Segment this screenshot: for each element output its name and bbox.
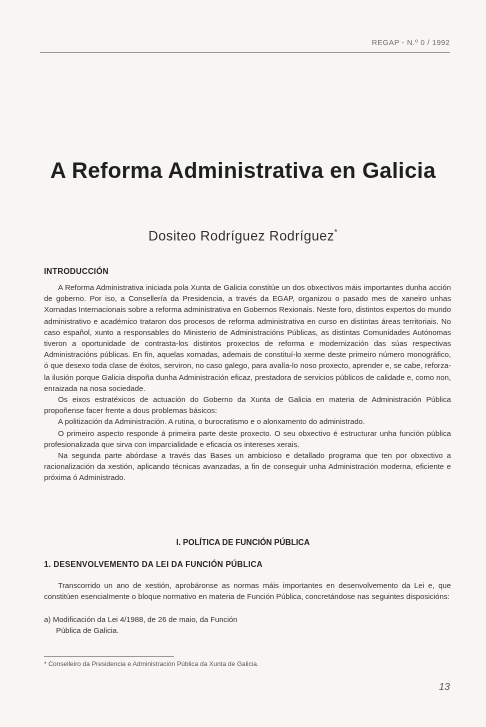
intro-paragraph: O primeiro aspecto responde á primeira parte deste proxecto. O seu obxectivo é estructurar unha función pública profesionalizada que sirva con imparcialidade e eficacia os intereses xerais.: [44, 428, 451, 449]
article-title: A Reforma Administrativa en Galicia: [50, 158, 436, 183]
author-name: Dositeo Rodríguez Rodríguez: [148, 228, 335, 244]
intro-body: [44, 282, 451, 484]
author-line: [0, 228, 486, 244]
intro-paragraph: A politización da Administración. A rutina, o burocratismo e o alonxamento do administrado.: [58, 417, 365, 427]
page-number: 13: [438, 682, 450, 693]
list-item-continuation: Pública de Galicia.: [56, 626, 119, 636]
intro-paragraph: Os eixos estratéxicos de actuación do Goberno da Xunta de Galicia en materia de Administración Pública propoñense facer frente a dous problemas básicos:: [44, 395, 451, 416]
author-footnote-mark: *: [334, 228, 338, 237]
journal-issue: REGAP - N.º 0 / 1992: [371, 38, 450, 47]
section-body: [44, 580, 451, 602]
running-header: [40, 38, 450, 53]
section-paragraph: Transcorrido un ano de xestión, aprobáronse as normas máis importantes en desenvolvemento da Lei e, que constitúen esencialmente o bloque normativo en materia de Función Pública, concretándose nas seguintes disposicións:: [44, 581, 451, 602]
footnote-divider: [44, 656, 174, 657]
list-item: a) Modificación da Lei 4/1988, de 26 de maio, da Función: [44, 615, 238, 624]
section-heading: 1. DESENVOLVEMENTO DA LEI DA FUNCIÓN PÚBLICA: [44, 560, 263, 569]
provision-list: [44, 614, 237, 636]
part-heading: I. POLÍTICA DE FUNCIÓN PÚBLICA: [176, 538, 310, 547]
intro-paragraph: A Reforma Administrativa iniciada pola Xunta de Galicia constitúe un dos obxectivos máis importantes dunha acción de goberno. Por iso, a Consellería da Presidencia, a través da EGAP, organizou o pasado mes de xaneiro unhas Xornadas Internacionais sobre a reforma administrativa en Gobernos Rexionais. Neste foro, distintos expertos do mundo administrativo e académico trataron dos procesos de reforma administrativa en curso en distintas áreas territoriais. No caso español, xunto a responsables do Ministerio de Administracións Públicas, as distintas Comunidades Autónomas tiveron a oportunidade de contrasta-los distintos proxectos de reforma e modernización das súas respectivas Administracións públicas. En fin, aquelas xornadas, ademais de constituí-lo xerme deste primeiro número monográfico, ó que desexo toda clase de éxitos, serviron, no caso galego, para avalía-lo noso proxecto, aprender e, se cabe, reforza-la ilusión porque Galicia dispoña dunha Administración eficaz, prestadora de servicios públicos de calidade e, como non, enraizada na nosa sociedade.: [44, 283, 451, 393]
intro-paragraph: Na segunda parte abórdase a través das Bases un ambicioso e detallado programa que ten por obxectivo a racionalización da xestión, aplicando técnicas avanzadas, a fin de conseguir unha Administración moderna, eficiente e próxima ó Administrado.: [44, 451, 451, 483]
footnote: * Conselleiro da Presidencia e Administración Pública da Xunta de Galicia.: [44, 661, 259, 668]
intro-heading: INTRODUCCIÓN: [44, 267, 109, 276]
